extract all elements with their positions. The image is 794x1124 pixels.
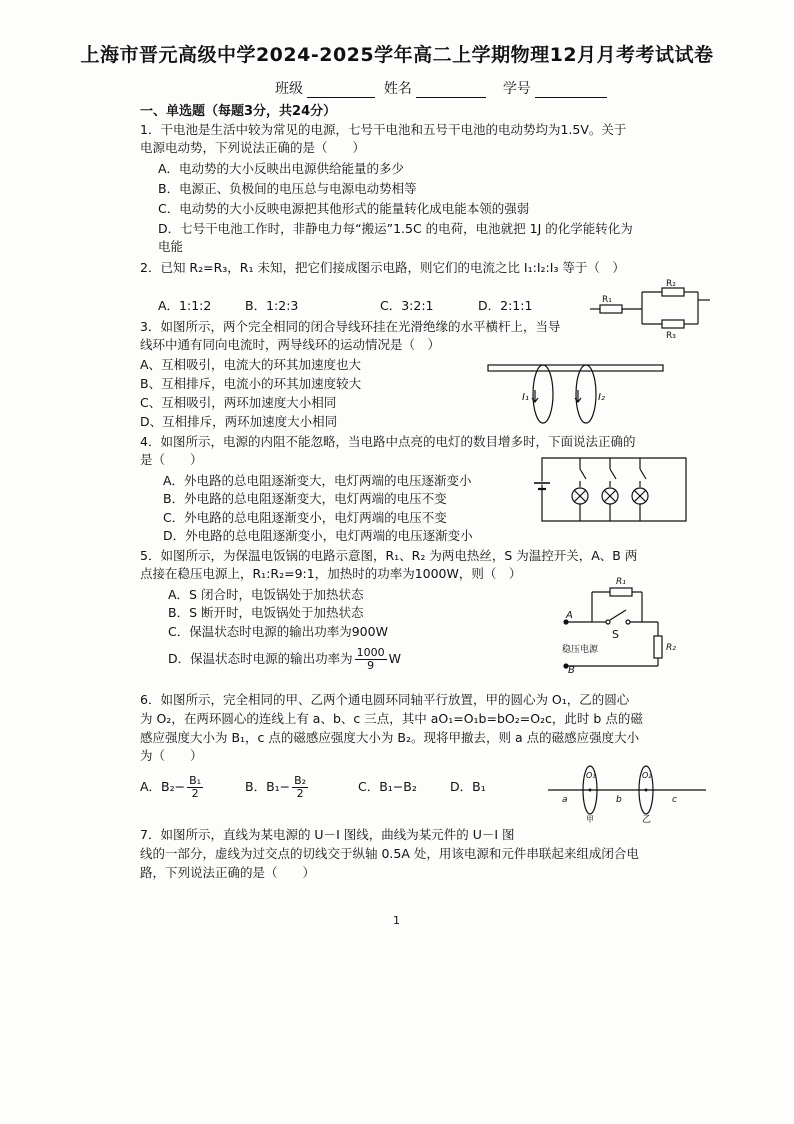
q3-option-b[interactable]: B、互相排斥，电流小的环其加速度较大 [140,376,362,391]
q6-stem-4: 为（ ） [140,748,203,763]
q5-r1-label: R₁ [616,577,626,587]
q5-option-d[interactable] [168,643,401,675]
q2-option-b[interactable]: B．1:2:3 [245,298,299,313]
q6-option-a-text: A．B₂− [140,779,186,794]
q5-rice-cooker-circuit [562,574,687,674]
q5-denominator: 9 [367,659,375,672]
q5-switch-label: S [612,628,619,641]
q5-source-label: 稳压电源 [562,645,599,655]
q2-option-c[interactable]: C．3:2:1 [380,298,434,313]
q5-numerator: 1000 [356,646,385,659]
class-label: 班级 [275,81,303,97]
q3-stem-2: 线环中通有同向电流时，两导线环的运动情况是（ ） [140,337,441,352]
q6-o1-label: O₁ [586,771,596,780]
q3-option-d[interactable]: D、互相排斥，两环加速度大小相同 [140,414,338,429]
q4-option-a[interactable]: A．外电路的总电阻逐渐变大，电灯两端的电压逐渐变小 [163,473,472,488]
q3-option-a[interactable]: A、互相吸引，电流大的环其加速度也大 [140,357,362,372]
q4-option-b[interactable]: B．外电路的总电阻逐渐变大，电灯两端的电压不变 [163,491,447,506]
q4-option-c[interactable]: C．外电路的总电阻逐渐变小，电灯两端的电压不变 [163,510,447,525]
q2-circuit-diagram [590,276,710,341]
q1-stem-2: 电源电动势，下列说法正确的是（ ） [140,140,366,155]
q6-coaxial-rings-diagram [548,760,706,825]
q2-r2-label: R₂ [666,279,676,289]
q3-rings-diagram [488,360,663,428]
q5-option-c[interactable]: C．保温状态时电源的输出功率为900W [168,624,388,639]
q6-option-b-text: B．B₁− [245,779,291,794]
q1-option-c[interactable]: C．电动势的大小反映电源把其他形式的能量转化成电能本领的强弱 [158,201,530,216]
q1-stem-1: 1．干电池是生活中较为常见的电源，七号干电池和五号干电池的电动势均为1.5V。关于 [140,122,627,137]
q3-i2-label: I₂ [598,392,605,403]
q6-o2-label: O₂ [642,771,652,780]
q6-point-b: b [616,795,622,805]
q5-point-b: B [568,665,575,676]
q1-option-a[interactable]: A．电动势的大小反映出电源供给能量的多少 [158,161,405,176]
q5-point-a: A [566,610,573,621]
q5-fraction [355,647,387,672]
exam-title: 上海市晋元高级中学2024-2025学年高二上学期物理12月月考考试试卷 [80,44,714,66]
class-blank[interactable] [307,83,375,98]
id-label: 学号 [502,81,531,97]
q6-a-numerator: B₁ [189,774,202,787]
q6-stem-1: 6．如图所示，完全相同的甲、乙两个通电圆环同轴平行放置，甲的圆心为 O₁，乙的圆心 [140,692,630,707]
q6-option-b-fraction [292,775,308,800]
q6-option-a[interactable] [140,771,205,803]
q7-stem-1: 7．如图所示，直线为某电源的 U－I 图线，曲线为某元件的 U－I 图 [140,827,515,842]
q6-a-denominator: 2 [191,787,199,800]
q5-option-d-text: D．保温状态时电源的输出功率为 [168,651,353,666]
q6-ring-jia-label: 甲 [586,815,594,824]
q7-stem-3: 路，下列说法正确的是（ ） [140,865,316,880]
q6-option-c[interactable]: C．B₁−B₂ [358,779,417,794]
q5-stem-2: 点接在稳压电源上，R₁:R₂=9:1，加热时的功率为1000W，则（ ） [140,566,522,581]
section-title: 一、单选题（每题3分，共24分） [140,104,337,119]
q7-stem-2: 线的一部分，虚线为过交点的切线交于纵轴 0.5A 处，用该电源和元件串联起来组成闭合电 [140,846,639,861]
q6-option-b[interactable] [245,771,310,803]
q1-option-b[interactable]: B．电源正、负极间的电压总与电源电动势相等 [158,181,417,196]
q4-stem-1: 4．如图所示，电源的内阻不能忽略，当电路中点亮的电灯的数目增多时，下面说法正确的 [140,434,636,449]
page-number: 1 [393,914,400,927]
q5-option-b[interactable]: B．S 断开时，电饭锅处于加热状态 [168,605,364,620]
q5-unit: W [388,651,402,666]
student-info-row [275,78,607,98]
q4-lamp-circuit-diagram [528,455,690,523]
q2-option-a[interactable]: A．1:1:2 [158,298,212,313]
q6-point-c: c [672,795,677,805]
q5-stem-1: 5．如图所示，为保温电饭锅的电路示意图，R₁、R₂ 为两电热丝，S 为温控开关，A、B 两 [140,548,638,563]
name-blank[interactable] [416,83,486,98]
q2-option-d[interactable]: D．2:1:1 [478,298,533,313]
q6-b-numerator: B₂ [294,774,307,787]
q6-b-denominator: 2 [296,787,304,800]
q6-stem-3: 感应强度大小为 B₁，c 点的磁感应强度大小为 B₂。现将甲撤去，则 a 点的磁感应强度大小 [140,730,640,745]
q3-option-c[interactable]: C、互相吸引，两环加速度大小相同 [140,395,337,410]
q1-option-d-2: 电能 [158,239,184,254]
name-label: 姓名 [383,81,412,97]
id-blank[interactable] [535,83,607,98]
q2-stem: 2．已知 R₂=R₃，R₁ 未知，把它们接成图示电路，则它们的电流之比 I₁:I₂:I₃ 等于（ ） [140,260,625,275]
q6-stem-2: 为 O₂，在两环圆心的连线上有 a、b、c 三点，其中 aO₁=O₁b=bO₂=O₂c，此时 b 点的磁 [140,711,643,726]
q4-option-d[interactable]: D．外电路的总电阻逐渐变小，电灯两端的电压逐渐变小 [163,528,473,543]
q2-r1-label: R₁ [602,295,612,305]
q6-point-a: a [562,795,568,805]
q1-option-d-1[interactable]: D．七号干电池工作时，非静电力每“搬运”1.5C 的电荷，电池就把 1J 的化学能转化为 [158,221,633,236]
q6-option-d[interactable]: D．B₁ [450,779,486,794]
q5-option-a[interactable]: A．S 闭合时，电饭锅处于加热状态 [168,587,364,602]
q5-r2-label: R₂ [666,643,676,653]
q6-option-a-fraction [187,775,203,800]
q6-ring-yi-label: 乙 [642,815,652,825]
q3-stem-1: 3．如图所示，两个完全相同的闭合导线环挂在光滑绝缘的水平横杆上，当导 [140,319,561,334]
q4-stem-2: 是（ ） [140,452,203,467]
q2-r3-label: R₃ [666,331,676,341]
q3-i1-label: I₁ [522,392,529,403]
